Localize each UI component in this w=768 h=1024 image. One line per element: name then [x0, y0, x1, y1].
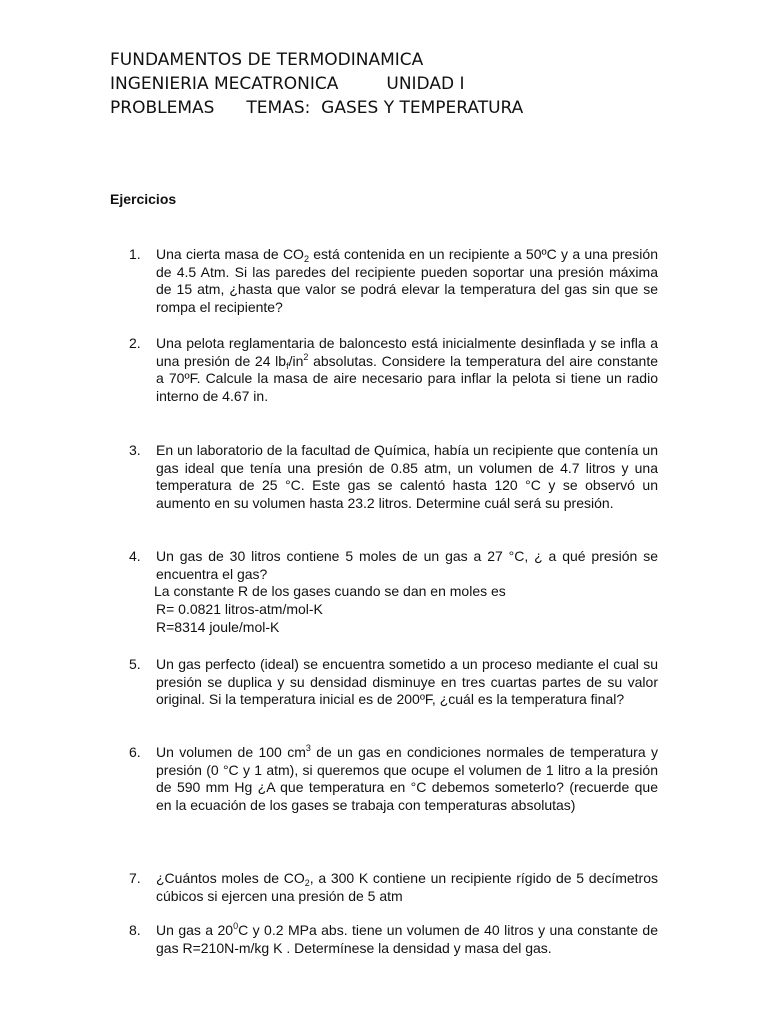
exercise-item	[129, 870, 658, 905]
exercise-item	[129, 246, 658, 317]
problems-label: PROBLEMAS	[110, 98, 215, 118]
topics-label: TEMAS: GASES Y TEMPERATURA	[246, 98, 524, 118]
course-title: FUNDAMENTOS DE TERMODINAMICA	[110, 50, 424, 70]
exercise-number: 5.	[129, 656, 141, 672]
exercise-item	[129, 656, 658, 709]
exercise-number: 1.	[129, 246, 141, 262]
exercise-number: 7.	[129, 870, 141, 886]
exercise-number: 2.	[129, 335, 141, 351]
exercise-item	[129, 335, 658, 406]
exercise-item	[129, 922, 658, 957]
exercise-text: Una pelota reglamentaria de baloncesto está inicialmente desinflada y se infla a una presión de 24 $lb_f/in^2$ absolutas. Considere la temperatura del aire constante a 70ºF. Calcule la masa de aire necesario para inflar la pelota si tiene un radio interno de 4.67 in.	[156, 335, 659, 405]
exercise-text: ¿Cuántos moles de $CO_2$, a 300 K contiene un recipiente rígido de 5 decímetros cúbicos si ejercen una presión de 5 atm	[156, 870, 658, 904]
exercise-item	[129, 548, 658, 637]
exercise-number: 6.	[129, 744, 141, 760]
exercise-text: Una cierta masa de $CO_2$ está contenida en un recipiente a 50ºC y a una presión de 4.5 Atm. Si las paredes del recipiente pueden soportar una presión máxima de 15 atm, ¿hasta que valor se podrá elevar la temperatura del gas sin que se rompa el recipiente?	[156, 246, 658, 316]
exercise-item	[129, 744, 658, 815]
unit-label: UNIDAD I	[386, 74, 465, 94]
exercise-text: Un gas a $20^0C$ y 0.2 MPa abs. tiene un volumen de 40 litros y una constante de gas R=210N-m/kg K . Determínese la densidad y masa del gas.	[156, 921, 659, 956]
program-line	[110, 72, 523, 96]
topic-line	[110, 96, 523, 120]
exercise-text: En un laboratorio de la facultad de Química, había un recipiente que contenía un gas ideal que tenía una presión de 0.85 atm, un volumen de 4.7 litros y una temperatura de 25 °C. Este gas se calentó hasta 120 °C y se observó un aumento en su volumen hasta 23.2 litros. Determine cuál será su presión.	[156, 442, 658, 512]
program-name: INGENIERIA MECATRONICA	[110, 74, 339, 94]
exercise-number: 3.	[129, 442, 141, 458]
exercise-text: Un volumen de 100 $cm^3$ de un gas en condiciones normales de temperatura y presión (0 °C y 1 atm), si queremos que ocupe el volumen de 1 litro a la presión de 590 mm Hg ¿A que temperatura en °C debemos someterlo? (recuerde que en la ecuación de los gases se trabaja con temperaturas absolutas)	[156, 743, 658, 814]
exercise-number: 8.	[129, 922, 141, 938]
exercise-text: Un gas de 30 litros contiene 5 moles de un gas a 27 °C, ¿ a qué presión se encuentra el gas? La constante R de los gases cuando se dan en moles es R= 0.0821 litros-atm/mol-K R=8314 joule/mol-K	[154, 548, 658, 635]
document-header	[110, 48, 523, 120]
exercise-number: 4.	[129, 548, 141, 564]
exercise-text: Un gas perfecto (ideal) se encuentra sometido a un proceso mediante el cual su presión se duplica y su densidad disminuye en tres cuartas partes de su valor original. Si la temperatura inicial es de 200ºF, ¿cuál es la temperatura final?	[156, 656, 658, 708]
exercise-item	[129, 442, 658, 513]
section-title: Ejercicios	[110, 191, 177, 207]
